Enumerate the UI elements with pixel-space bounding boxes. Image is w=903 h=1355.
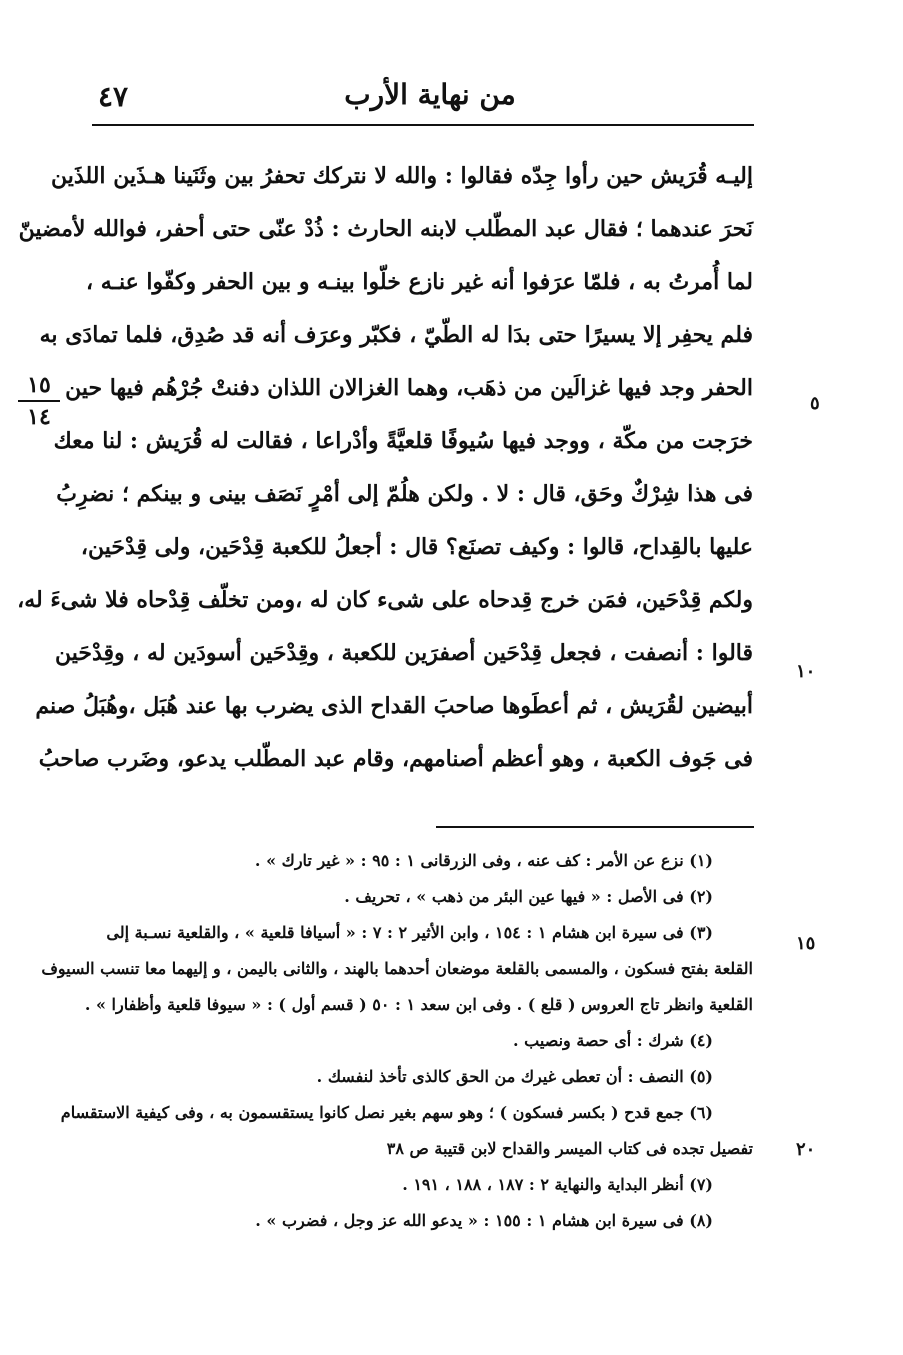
folio-bottom: ١٤ [27, 404, 51, 430]
page-number: ٤٧ [98, 80, 129, 113]
footnote: (٣) فى سيرة ابن هشام ١ : ١٥٤ ، وابن الأثير ٢ : ٧ : « أسيافا قلعية » ، والقلعية نسـبة إلى [106, 923, 713, 942]
margin-line-number-5: ٥ [810, 393, 820, 414]
footnote: (١) نزع عن الأمر : كف عنه ، وفى الزرقانى ١ : ٩٥ : « غير تارك » . [254, 851, 713, 870]
body-line: عليها بالقِداح، قالوا : وكيف تصنَع؟ قال : أجعلُ للكعبة قِدْحَين، ولى قِدْحَين، [80, 534, 753, 560]
folio-top: ١٥ [27, 372, 51, 398]
footnote: (٢) فى الأصل : « فيها عين البئر من ذهب » ، تحريف . [344, 887, 713, 906]
body-line: خرَجت من مكّة ، ووجد فيها سُيوفًا قلعيَّةً وأدْراعا ، فقالت له قُرَيش : لنا معك [53, 428, 753, 454]
body-line: إليـه قُرَيش حين رأوا جِدّه فقالوا : والله لا نتركك تحفرُ بين وثَنَينا هـذَين اللذَين [51, 163, 753, 189]
body-line: الحفر وجد فيها غزالَين من ذهَب، وهما الغزالان اللذان دفنتْ جُرْهُم فيها حين [65, 375, 753, 401]
body-line: فى جَوف الكعبة ، وهو أعظم أصنامهم، وقام عبد المطّلب يدعو، وضَرب صاحبُ [38, 746, 753, 772]
header-rule [92, 124, 754, 126]
folio-bar [18, 400, 60, 402]
body-line: فى هذا شِرْكٌ وحَق، قال : لا . ولكن هلُمّ إلى أمْرٍ نَصَف بينى و بينكم ؛ نضرِبُ [56, 481, 753, 507]
footnote-continuation: تفصيل تجده فى كتاب الميسر والقداح لابن قتيبة ص ٣٨ [386, 1139, 753, 1158]
body-line: ولكم قِدْحَين، فمَن خرج قِدحاه على شىء كان له ،ومن تخلّف قِدْحاه فلا شىءَ له، [17, 587, 753, 613]
footnote-separator [436, 826, 754, 828]
footnote: (٧) أنظر البداية والنهاية ٢ : ١٨٧ ، ١٨٨ ، ١٩١ . [402, 1175, 713, 1194]
margin-line-number-15: ١٥ [796, 933, 816, 954]
footnote: (٥) النصف : أن تعطى غيرك من الحق كالذى تأخذ لنفسك . [316, 1067, 713, 1086]
margin-line-number-20: ٢٠ [796, 1139, 816, 1160]
running-header-title: من نهاية الأرب [344, 78, 516, 111]
margin-line-number-10: ١٠ [796, 661, 816, 682]
footnotes [41, 843, 753, 1239]
body-line: أبيضين لقُرَيش ، ثم أعطَوها صاحبَ القداح الذى يضرب بها عند هُبَل ،وهُبَلُ صنم [35, 693, 753, 719]
body-line: قالوا : أنصفت ، فجعل قِدْحَين أصفرَين للكعبة ، وقِدْحَين أسودَين له ، وقِدْحَين [54, 640, 753, 666]
body-line: نَحرَ عندهما ؛ فقال عبد المطّلب لابنه الحارث : ذُدْ عنّى حتى أحفر، فوالله لأمضينّ [18, 216, 753, 242]
footnote-continuation: القلعية وانظر تاج العروس ( قلع ) . وفى ابن سعد ١ : ٥٠ ( قسم أول ) : « سيوفا قلعية وأظفارا » . [84, 995, 753, 1014]
body-line: لما أُمرتُ به ، فلمّا عرَفوا أنه غير نازع خلّوا بينـه و بين الحفر وكفّوا عنـه ، [85, 269, 753, 295]
footnote-continuation: القلعة بفتح فسكون ، والمسمى بالقلعة موضعان أحدهما بالهند ، والثانى باليمن ، و إليهما معا تنسب السيوف [41, 959, 753, 978]
footnote: (٨) فى سيرة ابن هشام ١ : ١٥٥ : « يدعو الله عز وجل ، فضرب » . [255, 1211, 713, 1230]
footnote: (٦) جمع قدح ( بكسر فسكون ) ؛ وهو سهم بغير نصل كانوا يستقسمون به ، وفى كيفية الاستقسام [60, 1103, 713, 1122]
body-line: فلم يحفِر إلا يسيرًا حتى بدَا له الطّيّ ، فكبّر وعرَف أنه قد صُدِق، فلما تمادَى به [39, 322, 753, 348]
footnote: (٤) شرك : أى حصة ونصيب . [513, 1031, 713, 1050]
